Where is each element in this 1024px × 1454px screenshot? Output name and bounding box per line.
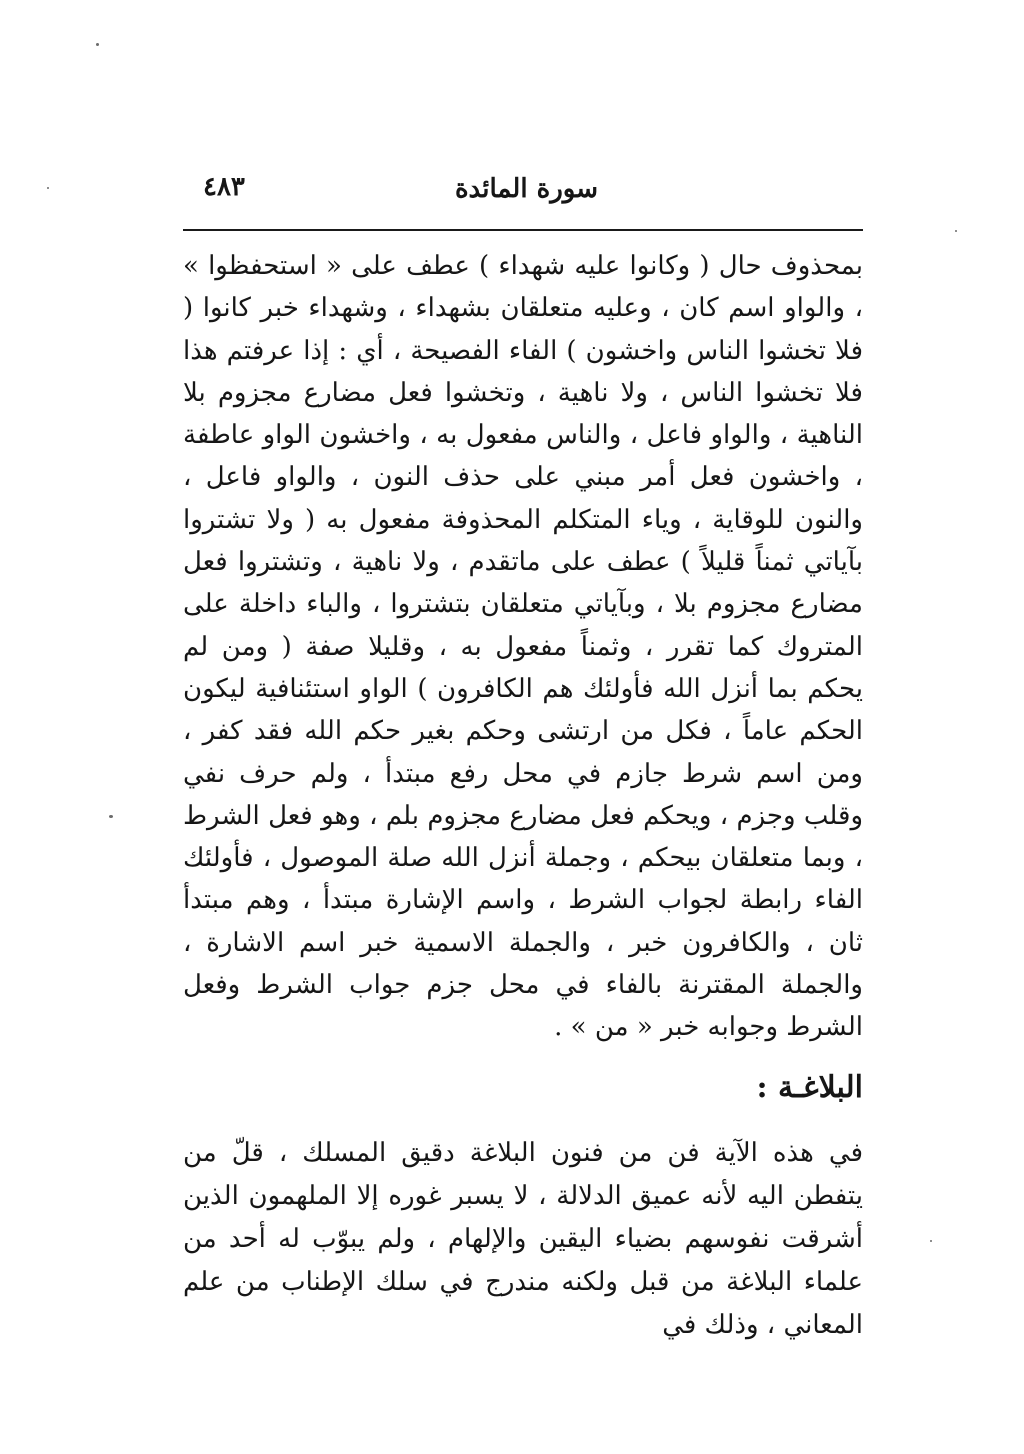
rhetoric-paragraph: في هذه الآية فن من فنون البلاغة دقيق المسلك ، قلّ من يتفطن اليه لأنه عميق الدلالة ، لا يسبر غوره إلا الملهمون الذين أشرقت نفوسهم بضياء اليقين والإلهام ، ولم يبوّب له أحد من علماء البلاغة من قبل ولكنه مندرج في سلك الإطناب من علم المعاني ، وذلك في	[183, 1138, 863, 1340]
grammar-paragraph: بمحذوف حال ( وكانوا عليه شهداء ) عطف على « استحفظوا » ، والواو اسم كان ، وعليه متعلقان بشهداء ، وشهداء خبر كانوا ( فلا تخشوا الناس واخشون ) الفاء الفصيحة ، أي : إذا عرفتم هذا فلا تخشوا الناس ، ولا ناهية ، وتخشوا فعل مضارع مجزوم بلا الناهية ، والواو فاعل ، والناس مفعول به ، واخشون الواو عاطفة ، واخشون فعل أمر مبني على حذف النون ، والواو فاعل ، والنون للوقاية ، وياء المتكلم المحذوفة مفعول به ( ولا تشتروا بآياتي ثمناً قليلاً ) عطف على ماتقدم ، ولا ناهية ، وتشتروا فعل مضارع مجزوم بلا ، وبآياتي متعلقان بتشتروا ، والباء داخلة على المتروك كما تقرر ، وثمناً مفعول به ، وقليلا صفة ( ومن لم يحكم بما أنزل الله فأولئك هم الكافرون ) الواو استئنافية ليكون الحكم عاماً ، فكل من ارتشى وحكم بغير حكم الله فقد كفر ، ومن اسم شرط جازم في محل رفع مبتدأ ، ولم حرف نفي وقلب وجزم ، ويحكم فعل مضارع مجزوم بلم ، وهو فعل الشرط ، وبما متعلقان بيحكم ، وجملة أنزل الله صلة الموصول ، فأولئك الفاء رابطة لجواب الشرط ، واسم الإشارة مبتدأ ، وهم مبتدأ ثان ، والكافرون خبر ، والجملة الاسمية خبر اسم الاشارة ، والجملة المقترنة بالفاء في محل جزم جواب الشرط وفعل الشرط وجوابه خبر « من » .	[183, 251, 863, 1043]
grammar-analysis-section	[183, 245, 863, 1049]
scan-speck	[96, 43, 99, 46]
section-heading: البلاغـة :	[756, 1070, 863, 1105]
scan-speck	[930, 1240, 932, 1242]
rhetoric-section	[183, 1132, 863, 1347]
page-number: ٤٨٣	[203, 172, 245, 202]
surah-title: سورة المائدة	[454, 174, 598, 204]
page-header	[183, 166, 863, 216]
scan-speck	[109, 815, 113, 818]
header-divider	[183, 229, 863, 231]
scan-speck	[955, 230, 957, 232]
scan-speck	[47, 187, 49, 189]
